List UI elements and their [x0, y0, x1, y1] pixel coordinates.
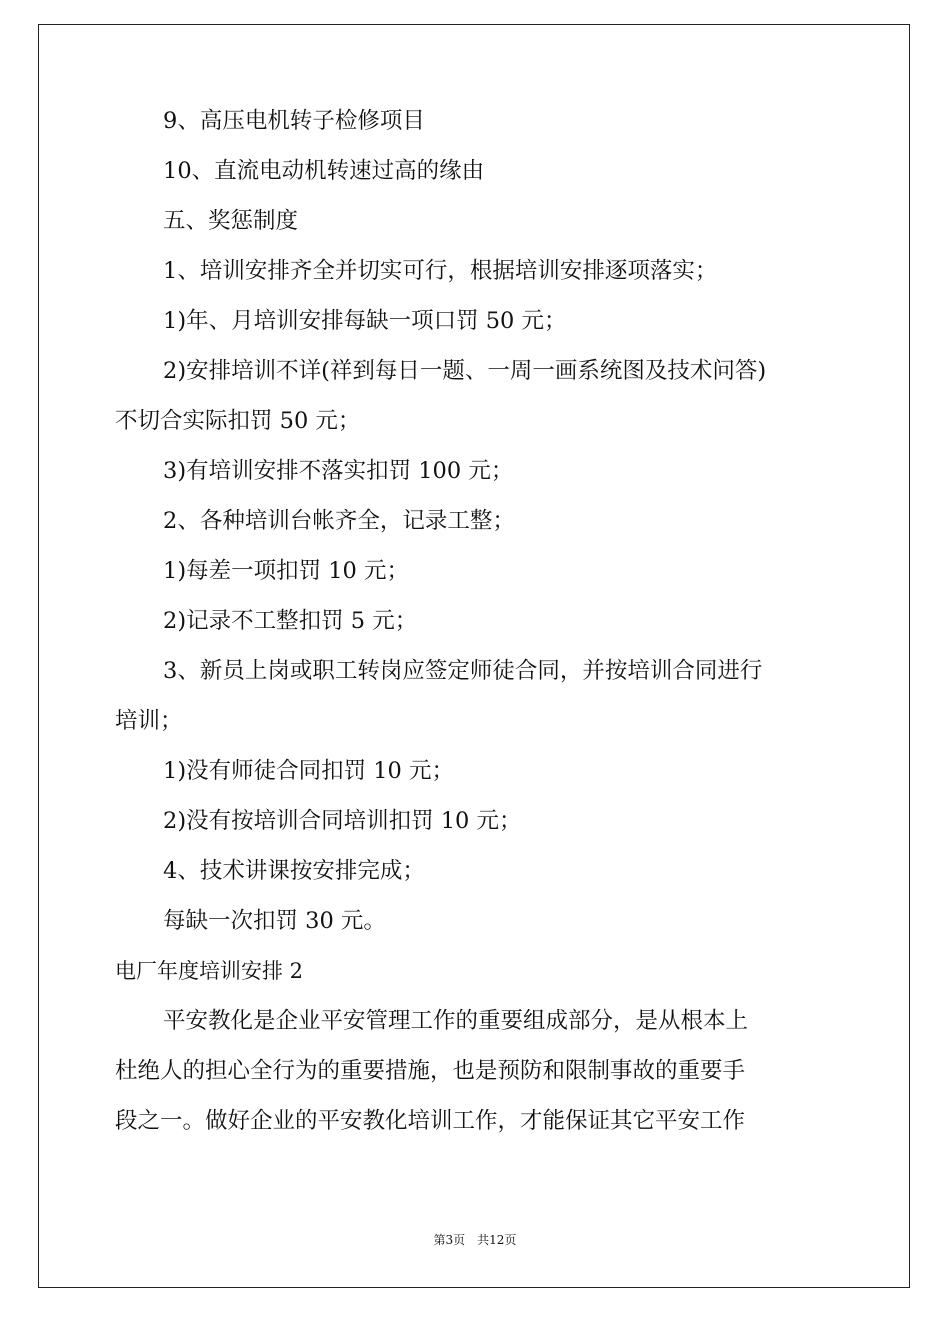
text-line: 1、培训安排齐全并切实可行，根据培训安排逐项落实；	[163, 258, 718, 284]
text-line: 9、高压电机转子检修项目	[163, 108, 425, 134]
text-line: 不切合实际扣罚 50 元；	[115, 408, 361, 434]
text-line: 1)年、月培训安排每缺一项口罚 50 元；	[163, 308, 567, 334]
text-line: 10、直流电动机转速过高的缘由	[163, 158, 485, 184]
text-line: 2、各种培训台帐齐全，记录工整；	[163, 508, 515, 534]
text-line: 段之一。做好企业的平安教化培训工作，才能保证其它平安工作	[115, 1108, 746, 1134]
text-line: 2)记录不工整扣罚 5 元；	[163, 608, 418, 634]
text-line: 3)有培训安排不落实扣罚 100 元；	[163, 458, 514, 484]
document-body	[115, 96, 835, 1146]
text-line: 杜绝人的担心全行为的重要措施，也是预防和限制事故的重要手	[115, 1058, 746, 1084]
text-line: 1)没有师徒合同扣罚 10 元；	[163, 758, 455, 784]
text-line: 4、技术讲课按安排完成；	[163, 858, 425, 884]
text-line: 3、新员上岗或职工转岗应签定师徒合同，并按培训合同进行	[163, 658, 763, 684]
text-line: 五、奖惩制度	[163, 208, 299, 234]
text-line: 1)每差一项扣罚 10 元；	[163, 558, 410, 584]
text-line: 2)没有按培训合同培训扣罚 10 元；	[163, 808, 522, 834]
page-number-current: 第3页	[433, 1233, 466, 1247]
text-line: 平安教化是企业平安管理工作的重要组成部分，是从根本上	[163, 1008, 749, 1034]
page-number-total: 共12页	[477, 1233, 517, 1247]
text-line: 培训；	[115, 708, 183, 734]
text-line: 每缺一次扣罚 30 元。	[163, 908, 386, 934]
text-line: 2)安排培训不详(祥到每日一题、一周一画系统图及技术问答)	[163, 358, 767, 384]
page-footer	[0, 1231, 950, 1248]
section-heading: 电厂年度培训安排 2	[115, 959, 304, 983]
